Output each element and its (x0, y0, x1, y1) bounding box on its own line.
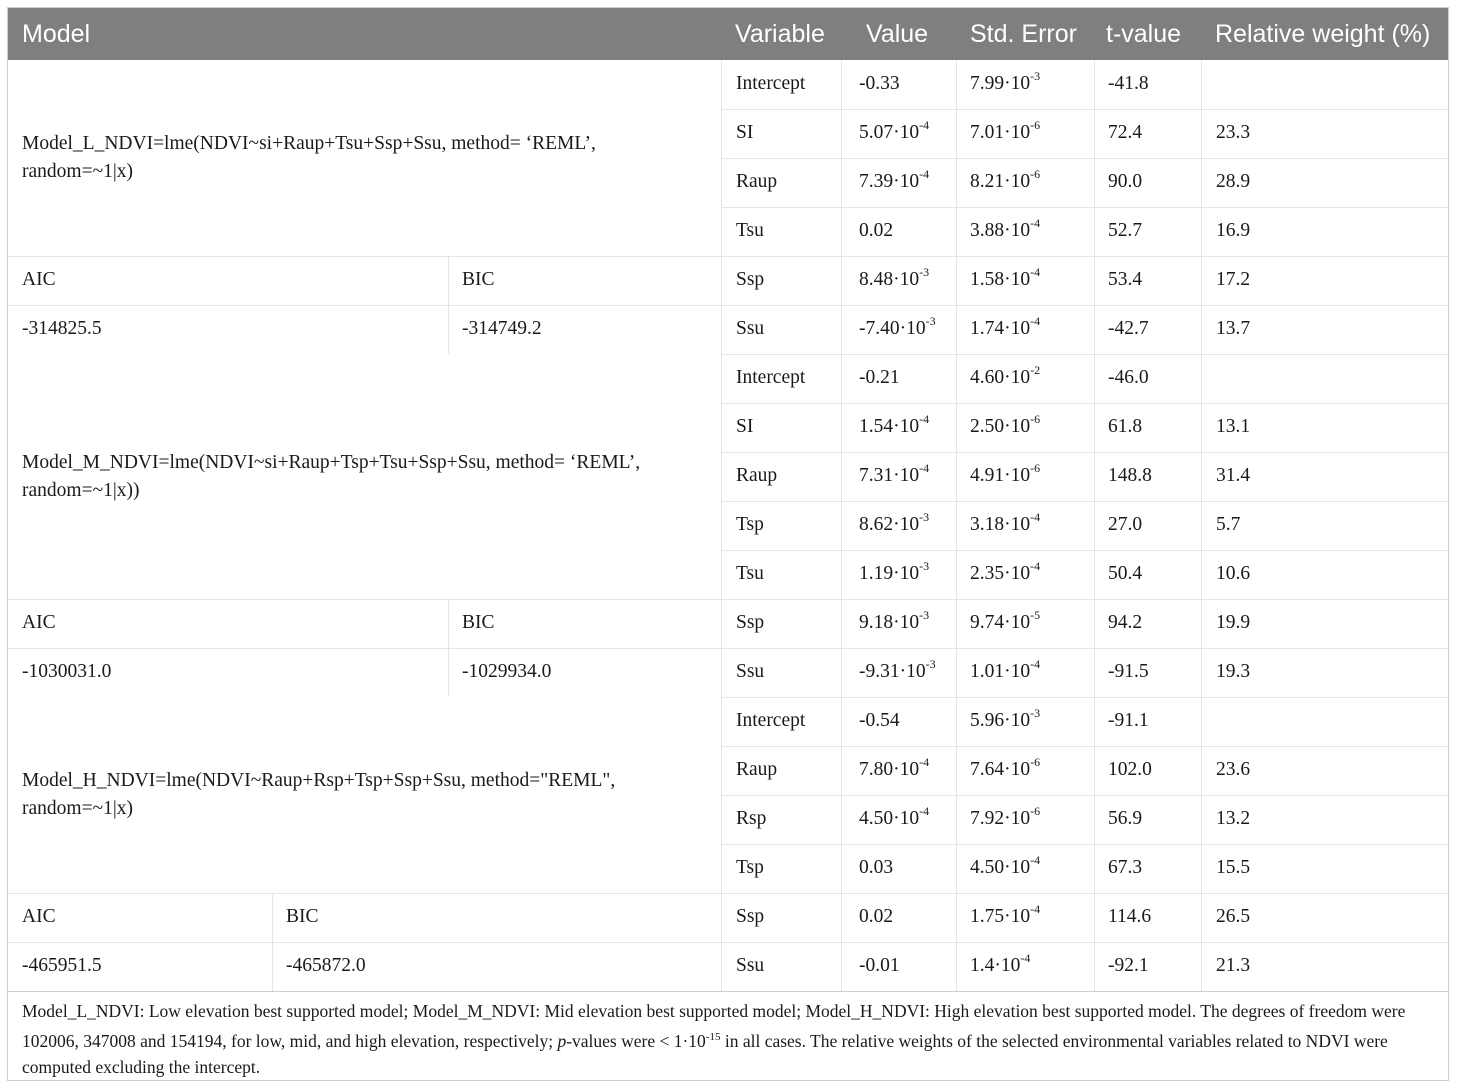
value-cell (859, 167, 930, 194)
std-error-cell-base: 7.64·10 (970, 759, 1031, 780)
value-cell (859, 709, 900, 733)
variable-cell: SI (736, 122, 754, 143)
variable-cell: Intercept (736, 367, 806, 388)
std-error-cell (970, 608, 1041, 635)
aic-label: AIC (22, 269, 56, 290)
value-cell-exponent: -4 (919, 167, 930, 181)
std-error-cell-base: 7.99·10 (970, 73, 1031, 94)
std-error-cell (970, 755, 1041, 782)
row-divider (721, 697, 1448, 698)
value-cell-exponent: -3 (919, 559, 930, 573)
model-formula-line1: Model_H_NDVI=lme(NDVI~Raup+Rsp+Tsp+Ssp+Ssu, method="REML", (22, 770, 616, 791)
row-divider (721, 109, 1448, 110)
header-value: Value (866, 20, 929, 48)
row-divider (721, 550, 1448, 551)
value-cell-exponent: -3 (919, 265, 930, 279)
std-error-cell-base: 4.60·10 (970, 367, 1031, 388)
bic-label: BIC (462, 269, 495, 290)
column-divider (721, 60, 722, 991)
std-error-cell (970, 510, 1041, 537)
relative-weight-cell: 10.6 (1216, 563, 1251, 584)
t-value-cell: -92.1 (1108, 955, 1149, 976)
value-cell-base: 7.39·10 (859, 171, 920, 192)
t-value-cell: 50.4 (1108, 563, 1143, 584)
relative-weight-cell: 17.2 (1216, 269, 1251, 290)
footnote-text-2: -values were < 1·10 (566, 1030, 706, 1051)
value-cell (859, 755, 930, 782)
model-formula-line2: random=~1|x) (22, 798, 134, 819)
value-cell-base: 7.31·10 (859, 465, 920, 486)
row-divider (721, 942, 1448, 943)
model-formula (22, 767, 712, 823)
value-cell (859, 905, 893, 929)
value-cell (859, 412, 930, 439)
value-cell-base: 8.62·10 (859, 514, 920, 535)
variable-cell: Tsp (736, 514, 764, 535)
variable-cell: Raup (736, 759, 778, 780)
value-cell-base: 0.03 (859, 857, 894, 878)
std-error-cell-base: 4.91·10 (970, 465, 1031, 486)
std-error-cell-base: 1.01·10 (970, 661, 1031, 682)
header-variable: Variable (735, 20, 825, 48)
value-cell (859, 608, 930, 635)
relative-weight-cell: 13.1 (1216, 416, 1251, 437)
std-error-cell (970, 804, 1041, 831)
column-divider (448, 256, 449, 354)
t-value-cell: -42.7 (1108, 318, 1149, 339)
row-divider (721, 256, 1448, 257)
header-std-error: Std. Error (970, 20, 1077, 48)
relative-weight-cell: 5.7 (1216, 514, 1241, 535)
std-error-cell-exponent: -6 (1030, 461, 1041, 475)
std-error-cell (970, 216, 1041, 243)
bic-value: -314749.2 (462, 318, 542, 339)
std-error-cell-exponent: -5 (1030, 608, 1041, 622)
variable-cell: SI (736, 416, 754, 437)
std-error-cell (970, 167, 1041, 194)
value-cell-base: 1.19·10 (859, 563, 920, 584)
column-divider (1201, 60, 1202, 991)
relative-weight-cell: 13.2 (1216, 808, 1251, 829)
row-divider (8, 942, 721, 943)
value-cell-exponent: -4 (919, 412, 930, 426)
row-divider (8, 256, 721, 257)
std-error-cell-exponent: -6 (1030, 755, 1041, 769)
variable-cell: Raup (736, 465, 778, 486)
t-value-cell: -41.8 (1108, 73, 1149, 94)
table-footnote (22, 998, 1438, 1080)
aic-value: -314825.5 (22, 318, 102, 339)
std-error-cell-exponent: -6 (1030, 412, 1041, 426)
std-error-cell-exponent: -6 (1030, 804, 1041, 818)
relative-weight-cell: 15.5 (1216, 857, 1251, 878)
value-cell-base: -7.40·10 (859, 318, 926, 339)
std-error-cell (970, 118, 1041, 145)
relative-weight-cell: 19.3 (1216, 661, 1251, 682)
t-value-cell: 94.2 (1108, 612, 1143, 633)
t-value-cell: 27.0 (1108, 514, 1143, 535)
row-divider (721, 746, 1448, 747)
std-error-cell-base: 7.01·10 (970, 122, 1031, 143)
std-error-cell-exponent: -4 (1030, 559, 1041, 573)
relative-weight-cell: 21.3 (1216, 955, 1251, 976)
value-cell-base: 0.02 (859, 220, 894, 241)
value-cell-base: -0.01 (859, 955, 900, 976)
variable-cell: Ssu (736, 318, 765, 339)
std-error-cell-exponent: -4 (1020, 951, 1031, 965)
std-error-cell-base: 7.92·10 (970, 808, 1031, 829)
variable-cell: Intercept (736, 73, 806, 94)
aic-value: -1030031.0 (22, 661, 112, 682)
t-value-cell: 61.8 (1108, 416, 1143, 437)
std-error-cell-exponent: -6 (1030, 118, 1041, 132)
footnote-text-1: Model_L_NDVI: Low elevation best supported model; Model_M_NDVI: Mid elevation best supported model; Model_H_NDVI: High elevation best supported model. The degrees of freedom were 102006, 347008 and 154194, for low, mid, and high elevation, respectively; (22, 1001, 1406, 1051)
model-formula-line2: random=~1|x) (22, 161, 134, 182)
t-value-cell: 72.4 (1108, 122, 1143, 143)
value-cell-base: 0.02 (859, 906, 894, 927)
std-error-cell (970, 902, 1041, 929)
std-error-cell-base: 2.50·10 (970, 416, 1031, 437)
std-error-cell-exponent: -3 (1030, 69, 1041, 83)
footnote-exponent: -15 (705, 1031, 721, 1043)
value-cell (859, 118, 930, 145)
std-error-cell-base: 1.4·10 (970, 955, 1021, 976)
relative-weight-cell: 31.4 (1216, 465, 1251, 486)
aic-label: AIC (22, 906, 56, 927)
model-formula-line2: random=~1|x)) (22, 479, 140, 501)
value-cell-base: -9.31·10 (859, 661, 926, 682)
row-divider (721, 844, 1448, 845)
row-divider (721, 501, 1448, 502)
value-cell-exponent: -4 (919, 461, 930, 475)
variable-cell: Ssp (736, 269, 765, 290)
value-cell (859, 366, 900, 390)
column-divider (272, 893, 273, 991)
std-error-cell (970, 314, 1041, 341)
model-formula-line1: Model_M_NDVI=lme(NDVI~si+Raup+Tsp+Tsu+Ssp+Ssu, method= ‘REML’, (22, 451, 641, 473)
t-value-cell: 56.9 (1108, 808, 1143, 829)
t-value-cell: 53.4 (1108, 269, 1143, 290)
variable-cell: Tsu (736, 563, 764, 584)
table-header (8, 8, 1448, 60)
body-bottom-rule (8, 991, 1448, 992)
value-cell-base: -0.21 (859, 367, 900, 388)
std-error-cell-exponent: -2 (1030, 363, 1041, 377)
row-divider (8, 599, 721, 600)
relative-weight-cell: 28.9 (1216, 171, 1251, 192)
row-divider (8, 648, 721, 649)
value-cell (859, 461, 930, 488)
bic-label: BIC (286, 906, 319, 927)
value-cell-exponent: -3 (925, 314, 936, 328)
std-error-cell-base: 9.74·10 (970, 612, 1031, 633)
std-error-cell-base: 1.58·10 (970, 269, 1031, 290)
bic-value: -1029934.0 (462, 661, 552, 682)
relative-weight-cell: 26.5 (1216, 906, 1251, 927)
std-error-cell (970, 559, 1041, 586)
std-error-cell-base: 1.75·10 (970, 906, 1031, 927)
std-error-cell-exponent: -6 (1030, 167, 1041, 181)
std-error-cell (970, 706, 1041, 733)
relative-weight-cell: 19.9 (1216, 612, 1251, 633)
std-error-cell (970, 69, 1041, 96)
value-cell-base: 4.50·10 (859, 808, 920, 829)
relative-weight-cell: 23.6 (1216, 759, 1251, 780)
value-cell-exponent: -4 (919, 118, 930, 132)
value-cell (859, 219, 893, 243)
column-divider (841, 60, 842, 991)
bic-label: BIC (462, 612, 495, 633)
std-error-cell (970, 853, 1041, 880)
t-value-cell: 52.7 (1108, 220, 1143, 241)
value-cell (859, 954, 900, 978)
std-error-cell-base: 2.35·10 (970, 563, 1031, 584)
value-cell-base: 1.54·10 (859, 416, 920, 437)
variable-cell: Tsp (736, 857, 764, 878)
std-error-cell-exponent: -4 (1030, 853, 1041, 867)
variable-cell: Ssu (736, 661, 765, 682)
t-value-cell: 114.6 (1108, 906, 1152, 927)
column-divider (1094, 60, 1095, 991)
aic-label: AIC (22, 612, 56, 633)
column-divider (448, 599, 449, 697)
value-cell (859, 72, 900, 96)
std-error-cell-base: 3.88·10 (970, 220, 1031, 241)
variable-cell: Ssp (736, 906, 765, 927)
std-error-cell-base: 8.21·10 (970, 171, 1031, 192)
t-value-cell: -91.1 (1108, 710, 1149, 731)
value-cell-exponent: -4 (919, 755, 930, 769)
row-divider (721, 305, 1448, 306)
aic-value: -465951.5 (22, 955, 102, 976)
header-relative-weight: Relative weight (%) (1215, 20, 1431, 48)
t-value-cell: -46.0 (1108, 367, 1149, 388)
row-divider (721, 648, 1448, 649)
std-error-cell (970, 951, 1031, 978)
header-t-value: t-value (1106, 20, 1182, 48)
t-value-cell: 67.3 (1108, 857, 1143, 878)
std-error-cell-exponent: -3 (1030, 706, 1041, 720)
row-divider (721, 403, 1448, 404)
value-cell-exponent: -4 (919, 804, 930, 818)
std-error-cell-exponent: -4 (1030, 902, 1041, 916)
table-frame (7, 7, 1449, 1081)
std-error-cell-exponent: -4 (1030, 265, 1041, 279)
std-error-cell (970, 657, 1041, 684)
t-value-cell: 90.0 (1108, 171, 1143, 192)
relative-weight-cell: 23.3 (1216, 122, 1251, 143)
value-cell-exponent: -3 (925, 657, 936, 671)
std-error-cell-base: 1.74·10 (970, 318, 1031, 339)
row-divider (721, 599, 1448, 600)
relative-weight-cell: 13.7 (1216, 318, 1251, 339)
t-value-cell: 102.0 (1108, 759, 1152, 780)
value-cell-base: 8.48·10 (859, 269, 920, 290)
value-cell (859, 856, 893, 880)
footnote-text-3: in all cases. The relative weights of the selected environmental variables related to NDVI were computed excluding the intercept. (22, 1030, 1388, 1077)
row-divider (721, 795, 1448, 796)
value-cell-base: 9.18·10 (859, 612, 920, 633)
variable-cell: Rsp (736, 808, 767, 829)
model-formula (22, 449, 712, 505)
value-cell-base: 7.80·10 (859, 759, 920, 780)
variable-cell: Ssu (736, 955, 765, 976)
std-error-cell-exponent: -4 (1030, 510, 1041, 524)
t-value-cell: -91.5 (1108, 661, 1149, 682)
row-divider (721, 452, 1448, 453)
std-error-cell (970, 461, 1041, 488)
value-cell-base: 5.07·10 (859, 122, 920, 143)
std-error-cell-base: 5.96·10 (970, 710, 1031, 731)
value-cell (859, 559, 930, 586)
row-divider (8, 893, 721, 894)
model-formula-line1: Model_L_NDVI=lme(NDVI~si+Raup+Tsu+Ssp+Ssu, method= ‘REML’, (22, 133, 596, 154)
std-error-cell (970, 265, 1041, 292)
std-error-cell-exponent: -4 (1030, 314, 1041, 328)
std-error-cell (970, 363, 1041, 390)
value-cell-exponent: -3 (919, 510, 930, 524)
std-error-cell-exponent: -4 (1030, 216, 1041, 230)
variable-cell: Intercept (736, 710, 806, 731)
bic-value: -465872.0 (286, 955, 366, 976)
row-divider (8, 305, 721, 306)
std-error-cell-base: 4.50·10 (970, 857, 1031, 878)
column-divider (956, 60, 957, 991)
value-cell (859, 510, 930, 537)
t-value-cell: 148.8 (1108, 465, 1152, 486)
std-error-cell-base: 3.18·10 (970, 514, 1031, 535)
model-formula (22, 130, 712, 186)
variable-cell: Tsu (736, 220, 764, 241)
row-divider (721, 158, 1448, 159)
header-model: Model (22, 20, 91, 48)
value-cell (859, 804, 930, 831)
variable-cell: Raup (736, 171, 778, 192)
row-divider (721, 354, 1448, 355)
value-cell-base: -0.54 (859, 710, 900, 731)
footnote-p-italic: p (557, 1030, 567, 1051)
std-error-cell-exponent: -4 (1030, 657, 1041, 671)
row-divider (721, 207, 1448, 208)
value-cell (859, 314, 936, 341)
value-cell (859, 657, 936, 684)
value-cell (859, 265, 930, 292)
value-cell-base: -0.33 (859, 73, 900, 94)
value-cell-exponent: -3 (919, 608, 930, 622)
variable-cell: Ssp (736, 612, 765, 633)
relative-weight-cell: 16.9 (1216, 220, 1251, 241)
std-error-cell (970, 412, 1041, 439)
row-divider (721, 893, 1448, 894)
